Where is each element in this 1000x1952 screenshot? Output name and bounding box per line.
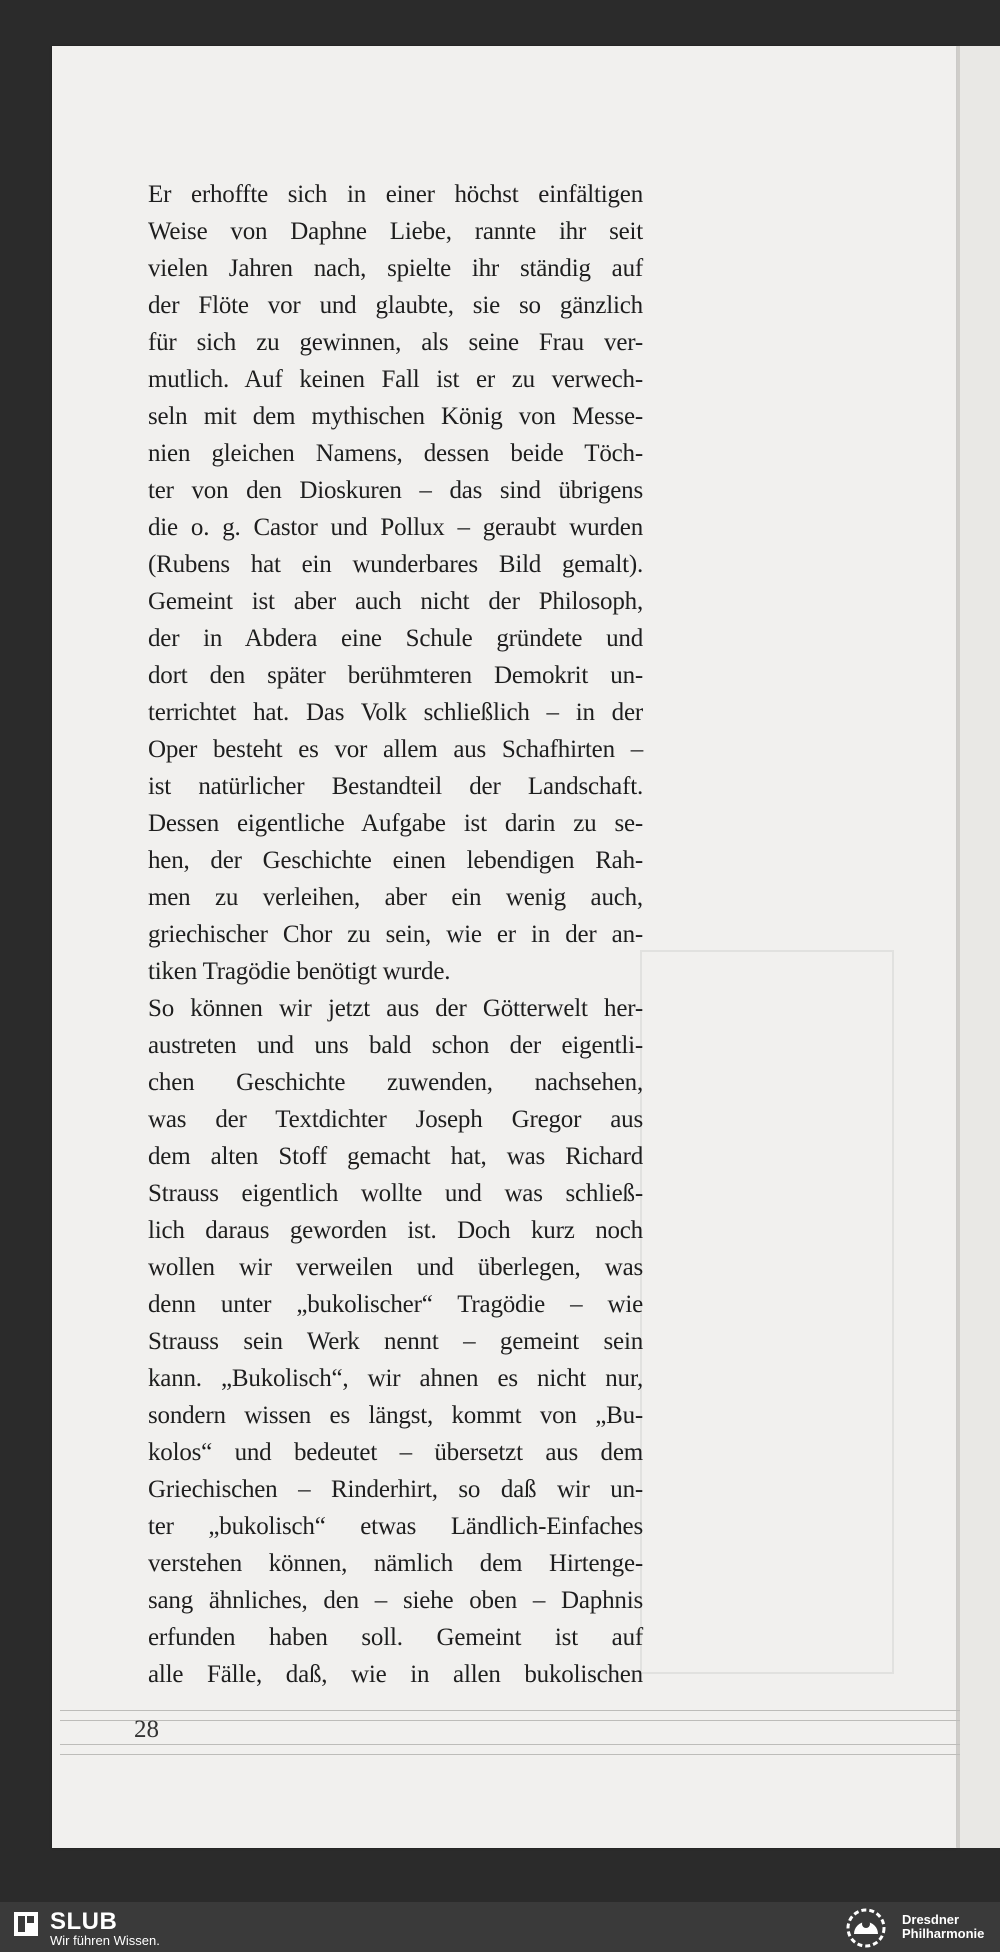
slub-name[interactable]: SLUB — [50, 1908, 118, 1935]
text-line: der Flöte vor und glaubte, sie so gänzlich — [148, 292, 643, 319]
text-line: Strauss eigentlich wollte und was schließ- — [148, 1180, 643, 1207]
text-line: men zu verleihen, aber ein wenig auch, — [148, 884, 643, 911]
text-line: chen Geschichte zuwenden, nachsehen, — [148, 1069, 643, 1096]
text-line: mutlich. Auf keinen Fall ist er zu verwech- — [148, 366, 643, 393]
page-number: 28 — [134, 1716, 159, 1743]
text-line: alle Fälle, daß, wie in allen bukolischen — [148, 1661, 643, 1688]
text-line: der in Abdera eine Schule gründete und — [148, 625, 643, 652]
text-line: (Rubens hat ein wunderbares Bild gemalt). — [148, 551, 643, 578]
partner-line-1: Dresdner — [902, 1912, 960, 1927]
text-line: dort den später berühmteren Demokrit un- — [148, 662, 643, 689]
text-line: griechischer Chor zu sein, wie er in der an- — [148, 921, 643, 948]
viewer-footer — [0, 1902, 1000, 1952]
text-line: terrichtet hat. Das Volk schließlich – in der — [148, 699, 643, 726]
text-line: Griechischen – Rinderhirt, so daß wir un- — [148, 1476, 643, 1503]
footer-rule — [60, 1720, 960, 1721]
article-body — [148, 176, 643, 1693]
text-line: Dessen eigentliche Aufgabe ist darin zu se- — [148, 810, 643, 837]
text-line: wollen wir verweilen und überlegen, was — [148, 1254, 643, 1281]
page-fold — [957, 46, 960, 1848]
text-line: ter von den Dioskuren – das sind übrigens — [148, 477, 643, 504]
text-line: lich daraus geworden ist. Doch kurz noch — [148, 1217, 643, 1244]
partner-line-2: Philharmonie — [902, 1926, 985, 1941]
partner-name[interactable] — [902, 1913, 984, 1941]
text-line: denn unter „bukolischer“ Tragödie – wie — [148, 1291, 643, 1318]
text-line: erfunden haben soll. Gemeint ist auf — [148, 1624, 643, 1651]
facing-page-edge — [956, 46, 1000, 1848]
text-line: austreten und uns bald schon der eigentli- — [148, 1032, 643, 1059]
text-line: Strauss sein Werk nennt – gemeint sein — [148, 1328, 643, 1355]
text-line: die o. g. Castor und Pollux – geraubt wurden — [148, 514, 643, 541]
text-line: für sich zu gewinnen, als seine Frau ver- — [148, 329, 643, 356]
text-line: nien gleichen Namens, dessen beide Töch- — [148, 440, 643, 467]
text-line: ter „bukolisch“ etwas Ländlich-Einfaches — [148, 1513, 643, 1540]
text-line: sondern wissen es längst, kommt von „Bu- — [148, 1402, 643, 1429]
philharmonie-logo-icon — [840, 1907, 892, 1949]
text-line: ist natürlicher Bestandteil der Landschaft. — [148, 773, 643, 800]
text-line: was der Textdichter Joseph Gregor aus — [148, 1106, 643, 1133]
text-line: kann. „Bukolisch“, wir ahnen es nicht nur, — [148, 1365, 643, 1392]
text-line: tiken Tragödie benötigt wurde. — [148, 958, 451, 985]
text-line: Oper besteht es vor allem aus Schafhirten – — [148, 736, 643, 763]
text-line: kolos“ und bedeutet – übersetzt aus dem — [148, 1439, 643, 1466]
footer-rule — [60, 1710, 960, 1711]
text-line: dem alten Stoff gemacht hat, was Richard — [148, 1143, 643, 1170]
text-line: sang ähnliches, den – siehe oben – Daphnis — [148, 1587, 643, 1614]
text-line: vielen Jahren nach, spielte ihr ständig auf — [148, 255, 643, 282]
text-line: Weise von Daphne Liebe, rannte ihr seit — [148, 218, 643, 245]
footer-rule — [60, 1754, 960, 1755]
slub-tagline: Wir führen Wissen. — [50, 1933, 160, 1948]
show-through-box — [640, 950, 894, 1674]
text-line: hen, der Geschichte einen lebendigen Rah- — [148, 847, 643, 874]
text-line: So können wir jetzt aus der Götterwelt her- — [148, 995, 643, 1022]
text-line: Gemeint ist aber auch nicht der Philosoph, — [148, 588, 643, 615]
text-line: verstehen können, nämlich dem Hirtenge- — [148, 1550, 643, 1577]
text-line: seln mit dem mythischen König von Messe- — [148, 403, 643, 430]
slub-logo-icon — [14, 1912, 38, 1936]
footer-rule — [60, 1744, 960, 1745]
text-line: Er erhoffte sich in einer höchst einfältigen — [148, 181, 643, 208]
